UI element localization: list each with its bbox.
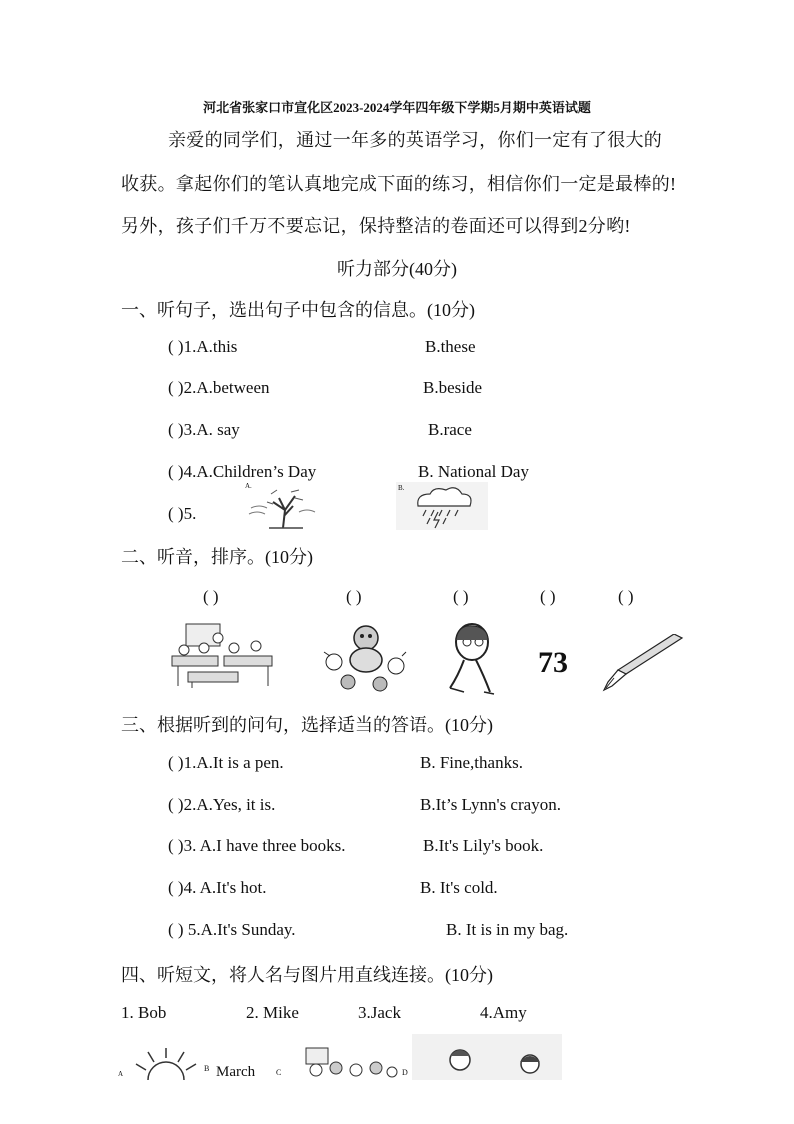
s1-q5-left: ( )5.	[168, 504, 197, 523]
march-text-picture: March	[216, 1064, 256, 1080]
s4-name-amy: 4.Amy	[480, 1003, 527, 1022]
sun-picture	[118, 1044, 204, 1080]
s3-q5-left: ( ) 5.A.It's Sunday.	[168, 920, 296, 939]
number-73-picture: 73	[538, 646, 568, 679]
s3-q3-right: B.It's Lily's book.	[423, 836, 544, 855]
s3-q2-left: ( )2.A.Yes, it is.	[168, 795, 276, 814]
s1-q2-right: B.beside	[423, 378, 483, 397]
s1-q1-right: B.these	[425, 337, 476, 356]
section4-heading: 四、听短文，将人名与图片用直线连接。(10分)	[121, 965, 493, 985]
people-picture	[412, 1034, 562, 1080]
s1-q3-left: ( )3.A. say	[168, 420, 240, 439]
s3-q1-right: B. Fine,thanks.	[420, 753, 523, 772]
s4-label-c: C	[276, 1068, 282, 1077]
s3-q2-right: B.It’s Lynn's crayon.	[420, 795, 561, 814]
s2-blank-4: ( )	[540, 587, 556, 606]
section2-heading: 二、听音，排序。(10分)	[121, 547, 313, 567]
s1-q4-right: B. National Day	[418, 462, 529, 481]
tree-in-wind-picture	[243, 482, 323, 530]
s4-label-a: A	[118, 1070, 124, 1078]
s2-blank-2: ( )	[346, 587, 362, 606]
document-title: 河北省张家口市宣化区2023-2024学年四年级下学期5月期中英语试题	[203, 100, 591, 115]
intro-line-1: 亲爱的同学们，通过一年多的英语学习，你们一定有了很大的	[168, 130, 663, 150]
s3-q3-left: ( )3. A.I have three books.	[168, 836, 346, 855]
s3-q4-left: ( )4. A.It's hot.	[168, 878, 267, 897]
section3-heading: 三、根据听到的问句，选择适当的答语。(10分)	[121, 715, 493, 735]
children-group-picture	[292, 1046, 402, 1080]
q5-label-a: A.	[245, 482, 252, 490]
intro-line-3: 另外，孩子们千万不要忘记，保持整洁的卷面还可以得到2分哟!	[121, 216, 631, 236]
s1-q2-left: ( )2.A.between	[168, 378, 270, 397]
section1-heading: 一、听句子，选出句子中包含的信息。(10分)	[121, 300, 475, 320]
s2-blank-5: ( )	[618, 587, 634, 606]
intro-line-2: 收获。拿起你们的笔认真地完成下面的练习，相信你们一定是最棒的!	[121, 174, 677, 194]
s4-name-mike: 2. Mike	[246, 1003, 299, 1022]
s4-label-d: D	[402, 1068, 408, 1077]
rain-cloud-picture	[396, 482, 488, 530]
s1-q4-left: ( )4.A.Children’s Day	[168, 462, 317, 481]
s4-name-jack: 3.Jack	[358, 1003, 401, 1022]
s4-label-b: B	[204, 1064, 210, 1073]
s2-blank-1: ( )	[203, 587, 219, 606]
s3-q5-right: B. It is in my bag.	[446, 920, 569, 939]
listening-header: 听力部分(40分)	[337, 259, 457, 279]
s4-name-bob: 1. Bob	[121, 1003, 167, 1022]
girl-picture	[444, 622, 500, 696]
s3-q4-right: B. It's cold.	[420, 878, 498, 897]
fountain-pen-picture	[596, 634, 684, 692]
animals-picture	[318, 622, 410, 692]
classroom-picture	[168, 620, 280, 690]
s3-q1-left: ( )1.A.It is a pen.	[168, 753, 284, 772]
s2-blank-3: ( )	[453, 587, 469, 606]
s1-q1-left: ( )1.A.this	[168, 337, 238, 356]
s1-q3-right: B.race	[428, 420, 472, 439]
q5-label-b: B.	[398, 484, 405, 492]
